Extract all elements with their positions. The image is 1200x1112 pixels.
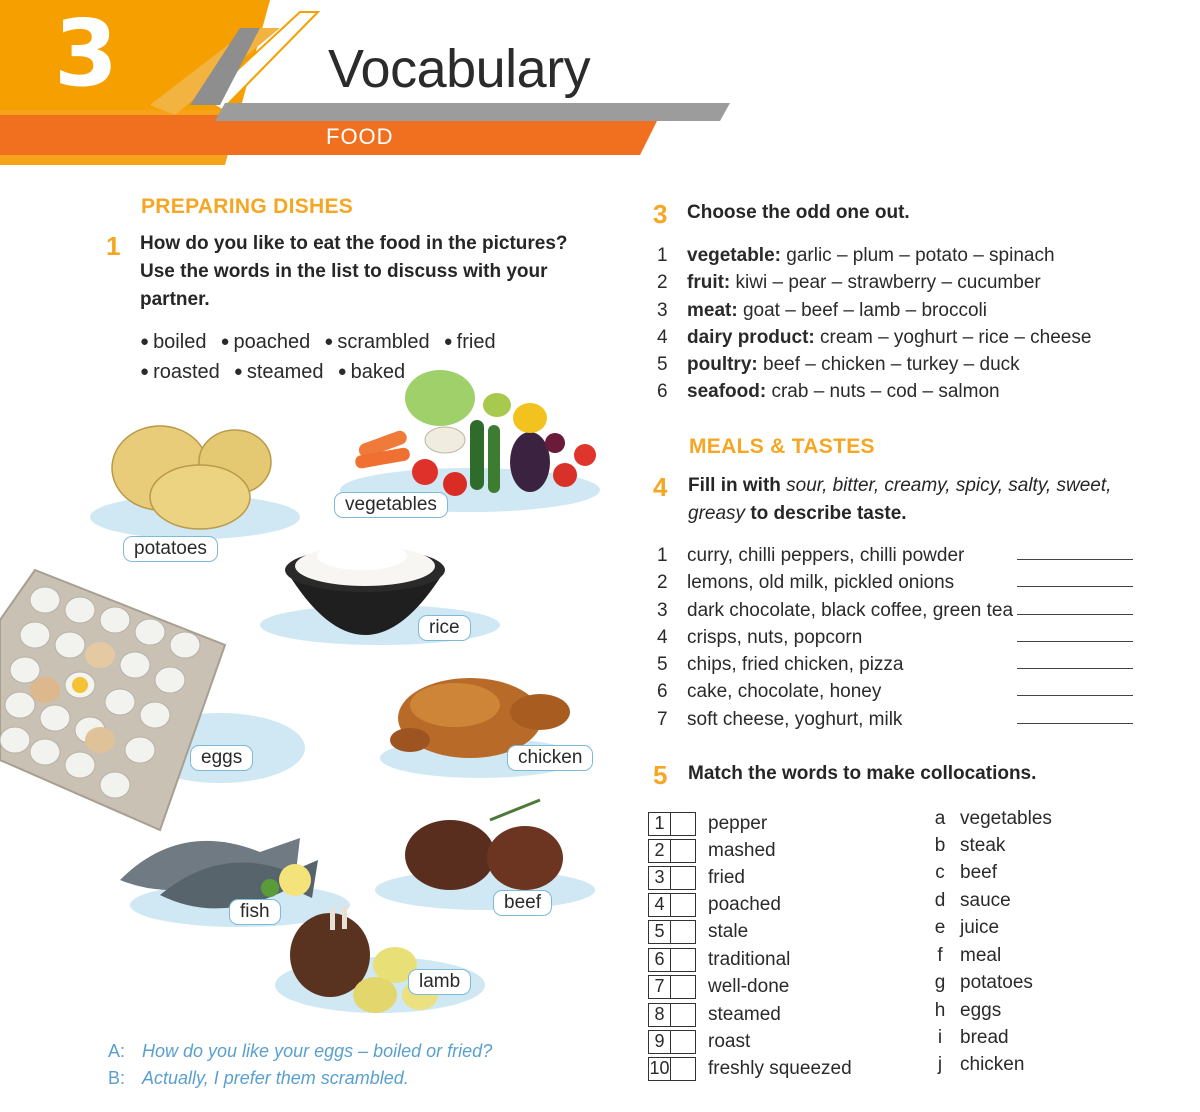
answer-box[interactable]: 9: [648, 1030, 696, 1054]
match-right-item: h eggs: [934, 1000, 1002, 1021]
match-left-item: 5 stale: [648, 919, 748, 944]
picture-label: lamb: [408, 969, 471, 995]
answer-blank[interactable]: [1017, 597, 1133, 615]
exercise-3-number: 3: [653, 199, 668, 229]
picture-label: eggs: [190, 745, 253, 771]
match-right-item: e juice: [934, 917, 1000, 938]
answer-box[interactable]: 10: [648, 1057, 696, 1081]
match-left-item: 3 fried: [648, 865, 745, 890]
list-item: 7 soft cheese, yoghurt, milk: [657, 706, 1133, 733]
word-item: ● baked: [337, 361, 406, 383]
picture-label: fish: [229, 899, 281, 925]
match-right-item: b steak: [934, 835, 1006, 856]
exercise-4-number: 4: [653, 472, 668, 502]
list-item: 4 dairy product: cream – yoghurt – rice – cheese: [657, 326, 1092, 348]
list-item: 3 dark chocolate, black coffee, green tea: [657, 597, 1133, 624]
answer-box[interactable]: 7: [648, 975, 696, 999]
answer-blank[interactable]: [1017, 651, 1133, 669]
match-left-item: 8 steamed: [648, 1002, 781, 1027]
list-item: 3 meat: goat – beef – lamb – broccoli: [657, 299, 987, 321]
match-right-item: g potatoes: [934, 972, 1033, 993]
answer-box[interactable]: 8: [648, 1003, 696, 1027]
list-item: 5 chips, fried chicken, pizza: [657, 651, 1133, 678]
match-right-item: c beef: [935, 862, 997, 883]
answer-box[interactable]: 4: [648, 893, 696, 917]
unit-number: 3: [54, 0, 119, 107]
match-left-item: 6 traditional: [648, 947, 790, 972]
match-left-item: 10 freshly squeezed: [649, 1057, 852, 1079]
exercise-3-list: [657, 242, 1127, 406]
exercise-5-instruction: Match the words to make collocations.: [688, 763, 1037, 784]
match-left-item: 9 roast: [648, 1029, 750, 1054]
lamb-illustration: [275, 905, 485, 1013]
match-right-item: j chicken: [937, 1054, 1025, 1075]
match-left-item: 7 well-done: [648, 974, 789, 999]
answer-box[interactable]: 1: [648, 812, 696, 836]
instruction-line: How do you like to eat the food in the pictures?: [140, 233, 568, 254]
dialog-line-b: B: Actually, I prefer them scrambled.: [108, 1068, 409, 1088]
list-item: 1 vegetable: garlic – plum – potato – spinach: [657, 245, 1055, 266]
list-item: 2 lemons, old milk, pickled onions: [657, 569, 1133, 596]
picture-label: potatoes: [123, 536, 218, 562]
dialog-line-a: A: How do you like your eggs – boiled or fried?: [108, 1041, 493, 1061]
match-right-item: i bread: [937, 1027, 1009, 1048]
answer-box[interactable]: 6: [648, 948, 696, 972]
answer-box[interactable]: 5: [648, 920, 696, 944]
list-item: 5 poultry: beef – chicken – turkey – duck: [657, 354, 1020, 376]
collocation-match: [648, 810, 1168, 1090]
page-title: Vocabulary: [328, 39, 591, 99]
instruction-line: partner.: [140, 289, 210, 310]
picture-label: vegetables: [334, 492, 448, 518]
potatoes-illustration: [90, 426, 300, 539]
exercise-4-instruction: Fill in with sour, bitter, creamy, spicy, salty, sweet, greasy to describe taste.: [688, 475, 1112, 524]
picture-label: beef: [493, 890, 552, 916]
section-heading-meals-tastes: MEALS & TASTES: [689, 435, 875, 458]
exercise-3-instruction: Choose the odd one out.: [687, 202, 910, 223]
answer-blank[interactable]: [1017, 542, 1133, 560]
answer-blank[interactable]: [1017, 569, 1133, 587]
word-item: ● poached: [220, 331, 311, 353]
match-left-item: 2 mashed: [648, 838, 776, 863]
word-item: ● scrambled: [324, 331, 430, 353]
page-subtitle: FOOD: [326, 124, 394, 149]
answer-box[interactable]: 3: [648, 866, 696, 890]
exercise-5-number: 5: [653, 760, 668, 790]
list-item: 1 curry, chilli peppers, chilli powder: [657, 542, 1133, 569]
word-item: ● roasted: [140, 361, 220, 383]
picture-label: rice: [418, 615, 471, 641]
word-item: ● steamed: [233, 361, 324, 383]
list-item: 2 fruit: kiwi – pear – strawberry – cucumber: [657, 272, 1041, 294]
match-right-item: f meal: [937, 945, 1002, 966]
eggs-illustration: [0, 570, 305, 830]
word-item: ● boiled: [140, 331, 207, 353]
instruction-line: Use the words in the list to discuss with your: [140, 261, 548, 282]
beef-illustration: [375, 800, 595, 910]
picture-label: chicken: [507, 745, 593, 771]
match-left-item: 1 pepper: [648, 811, 767, 836]
match-right-item: d sauce: [934, 890, 1011, 911]
answer-blank[interactable]: [1017, 706, 1133, 724]
answer-blank[interactable]: [1017, 624, 1133, 642]
match-right-item: a vegetables: [934, 808, 1052, 829]
answer-box[interactable]: 2: [648, 839, 696, 863]
vegetables-illustration: [340, 370, 600, 512]
list-item: 6 seafood: crab – nuts – cod – salmon: [657, 381, 1000, 403]
section-heading-preparing-dishes: PREPARING DISHES: [141, 195, 354, 218]
match-left-item: 4 poached: [648, 892, 781, 917]
answer-blank[interactable]: [1017, 678, 1133, 696]
word-item: ● fried: [443, 331, 496, 353]
list-item: 4 crisps, nuts, popcorn: [657, 624, 1133, 651]
exercise-1-number: 1: [106, 231, 121, 261]
list-item: 6 cake, chocolate, honey: [657, 678, 1133, 705]
exercise-4-list: [657, 542, 1133, 733]
